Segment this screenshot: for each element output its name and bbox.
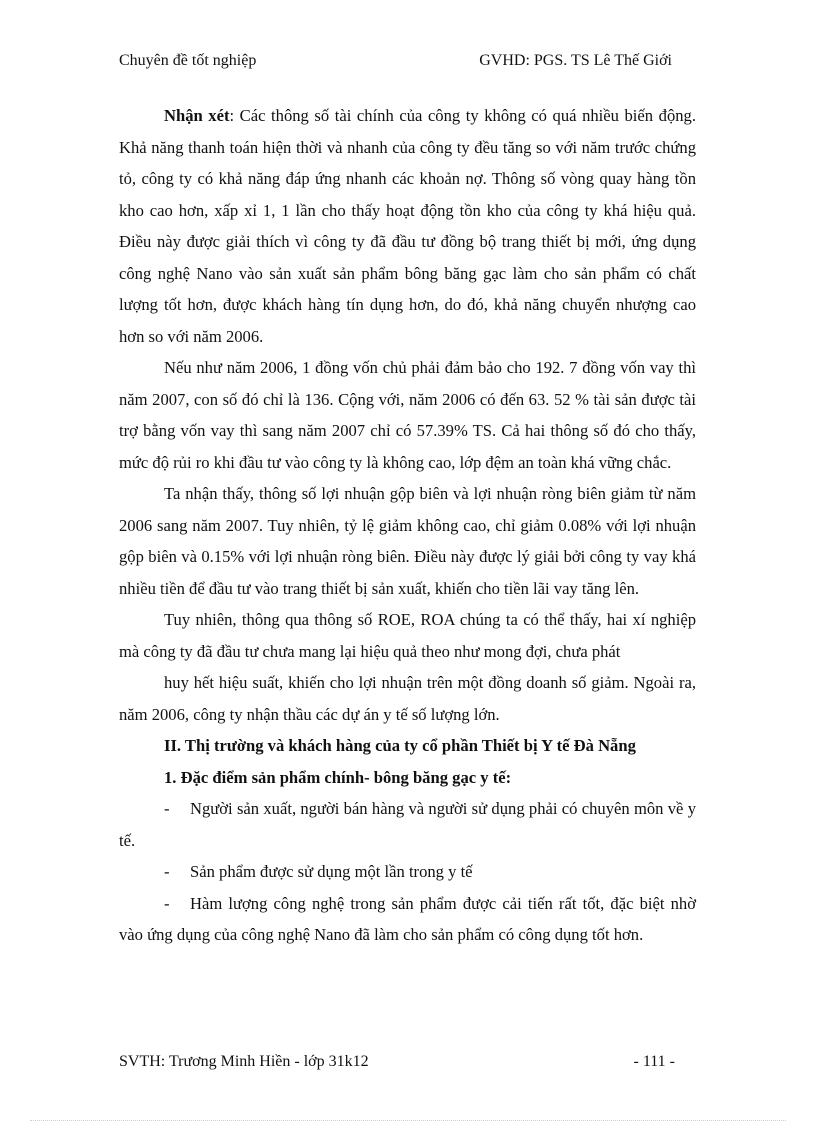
page-footer	[119, 1053, 675, 1071]
paragraph-roe-roa-part1: Tuy nhiên, thông qua thông số ROE, ROA chúng ta có thể thấy, hai xí nghiệp mà công ty đã đầu tư chưa mang lại hiệu quả theo như mong đợi, chưa phát	[119, 610, 696, 661]
page-header	[119, 52, 672, 70]
header-doc-title: Chuyên đề tốt nghiệp	[119, 52, 257, 69]
paragraph-margins: Ta nhận thấy, thông số lợi nhuận gộp biên và lợi nhuận ròng biên giảm từ năm 2006 sang năm 2007. Tuy nhiên, tỷ lệ giảm không cao, chỉ giảm 0.08% với lợi nhuận gộp biên và 0.15% với lợi nhuận ròng biên. Điều này được lý giải bởi công ty vay khá nhiều tiền để đầu tư vào trang thiết bị sản xuất, khiến cho tiền lãi vay tăng lên.	[119, 484, 696, 598]
header-supervisor: GVHD: PGS. TS Lê Thế Giới	[479, 52, 672, 69]
bullet-dash: -	[164, 893, 170, 913]
section-heading: II. Thị trường và khách hàng của ty cổ phần Thiết bị Y tế Đà Nẵng	[164, 736, 636, 755]
page-body	[119, 100, 696, 951]
subsection-heading: 1. Đặc điểm sản phẩm chính- bông băng gạc y tế:	[164, 767, 512, 787]
bullet-dash: -	[164, 862, 170, 881]
paragraph-roe-roa-part2: huy hết hiệu suất, khiến cho lợi nhuận trên một đồng doanh số giảm. Ngoài ra, năm 2006, công ty nhận thầu các dự án y tế số lượng lớn.	[119, 673, 696, 724]
list-item	[119, 793, 696, 856]
paragraph-leverage: Nếu như năm 2006, 1 đồng vốn chủ phải đảm bảo cho 192. 7 đồng vốn vay thì năm 2007, con số đó chỉ là 136. Cộng với, năm 2006 có đến 63. 52 % tài sản được tài trợ bằng vốn vay thì sang năm 2007 chỉ có 57.39% TS. Cả hai thông số đó cho thấy, mức độ rủi ro khi đầu tư vào công ty là không cao, lớp đệm an toàn khá vững chắc.	[119, 358, 696, 472]
bullet-text: Sản phẩm được sử dụng một lần trong y tế	[190, 862, 473, 881]
page-number: - 111 -	[633, 1053, 675, 1070]
bullet-dash: -	[164, 799, 170, 818]
page-bottom-divider	[30, 1120, 786, 1121]
footer-student: SVTH: Trương Minh Hiền - lớp 31k12	[119, 1053, 369, 1070]
remarks-label: Nhận xét	[164, 106, 230, 125]
bullet-text: Hàm lượng công nghệ trong sản phẩm được cải tiến rất tốt, đặc biệt nhờ vào ứng dụng của công nghệ Nano đã làm cho sản phẩm có công dụng tốt hơn.	[119, 893, 696, 944]
list-item	[119, 856, 696, 888]
header-rule	[119, 78, 672, 79]
bullet-text: Người sản xuất, người bán hàng và người sử dụng phải có chuyên môn về y tế.	[119, 799, 696, 850]
list-item	[119, 888, 696, 951]
remarks-text: : Các thông số tài chính của công ty không có quá nhiều biến động. Khả năng thanh toán hiện thời và nhanh của công ty đều tăng so với năm trước chứng tỏ, công ty có khả năng đáp ứng nhanh các khoản nợ. Thông số vòng quay hàng tồn kho cao hơn, xấp xỉ 1, 1 lần cho thấy hoạt động tồn kho của công ty khá hiệu quả. Điều này được giải thích vì công ty đã đầu tư đồng bộ trang thiết bị mới, ứng dụng công nghệ Nano vào sản xuất sản phẩm bông băng gạc làm cho sản phẩm có chất lượng tốt hơn, được khách hàng tín dụng hơn, do đó, khả năng chuyển nhượng cao hơn so với năm 2006.	[119, 106, 696, 346]
paragraph-remarks	[119, 100, 696, 352]
